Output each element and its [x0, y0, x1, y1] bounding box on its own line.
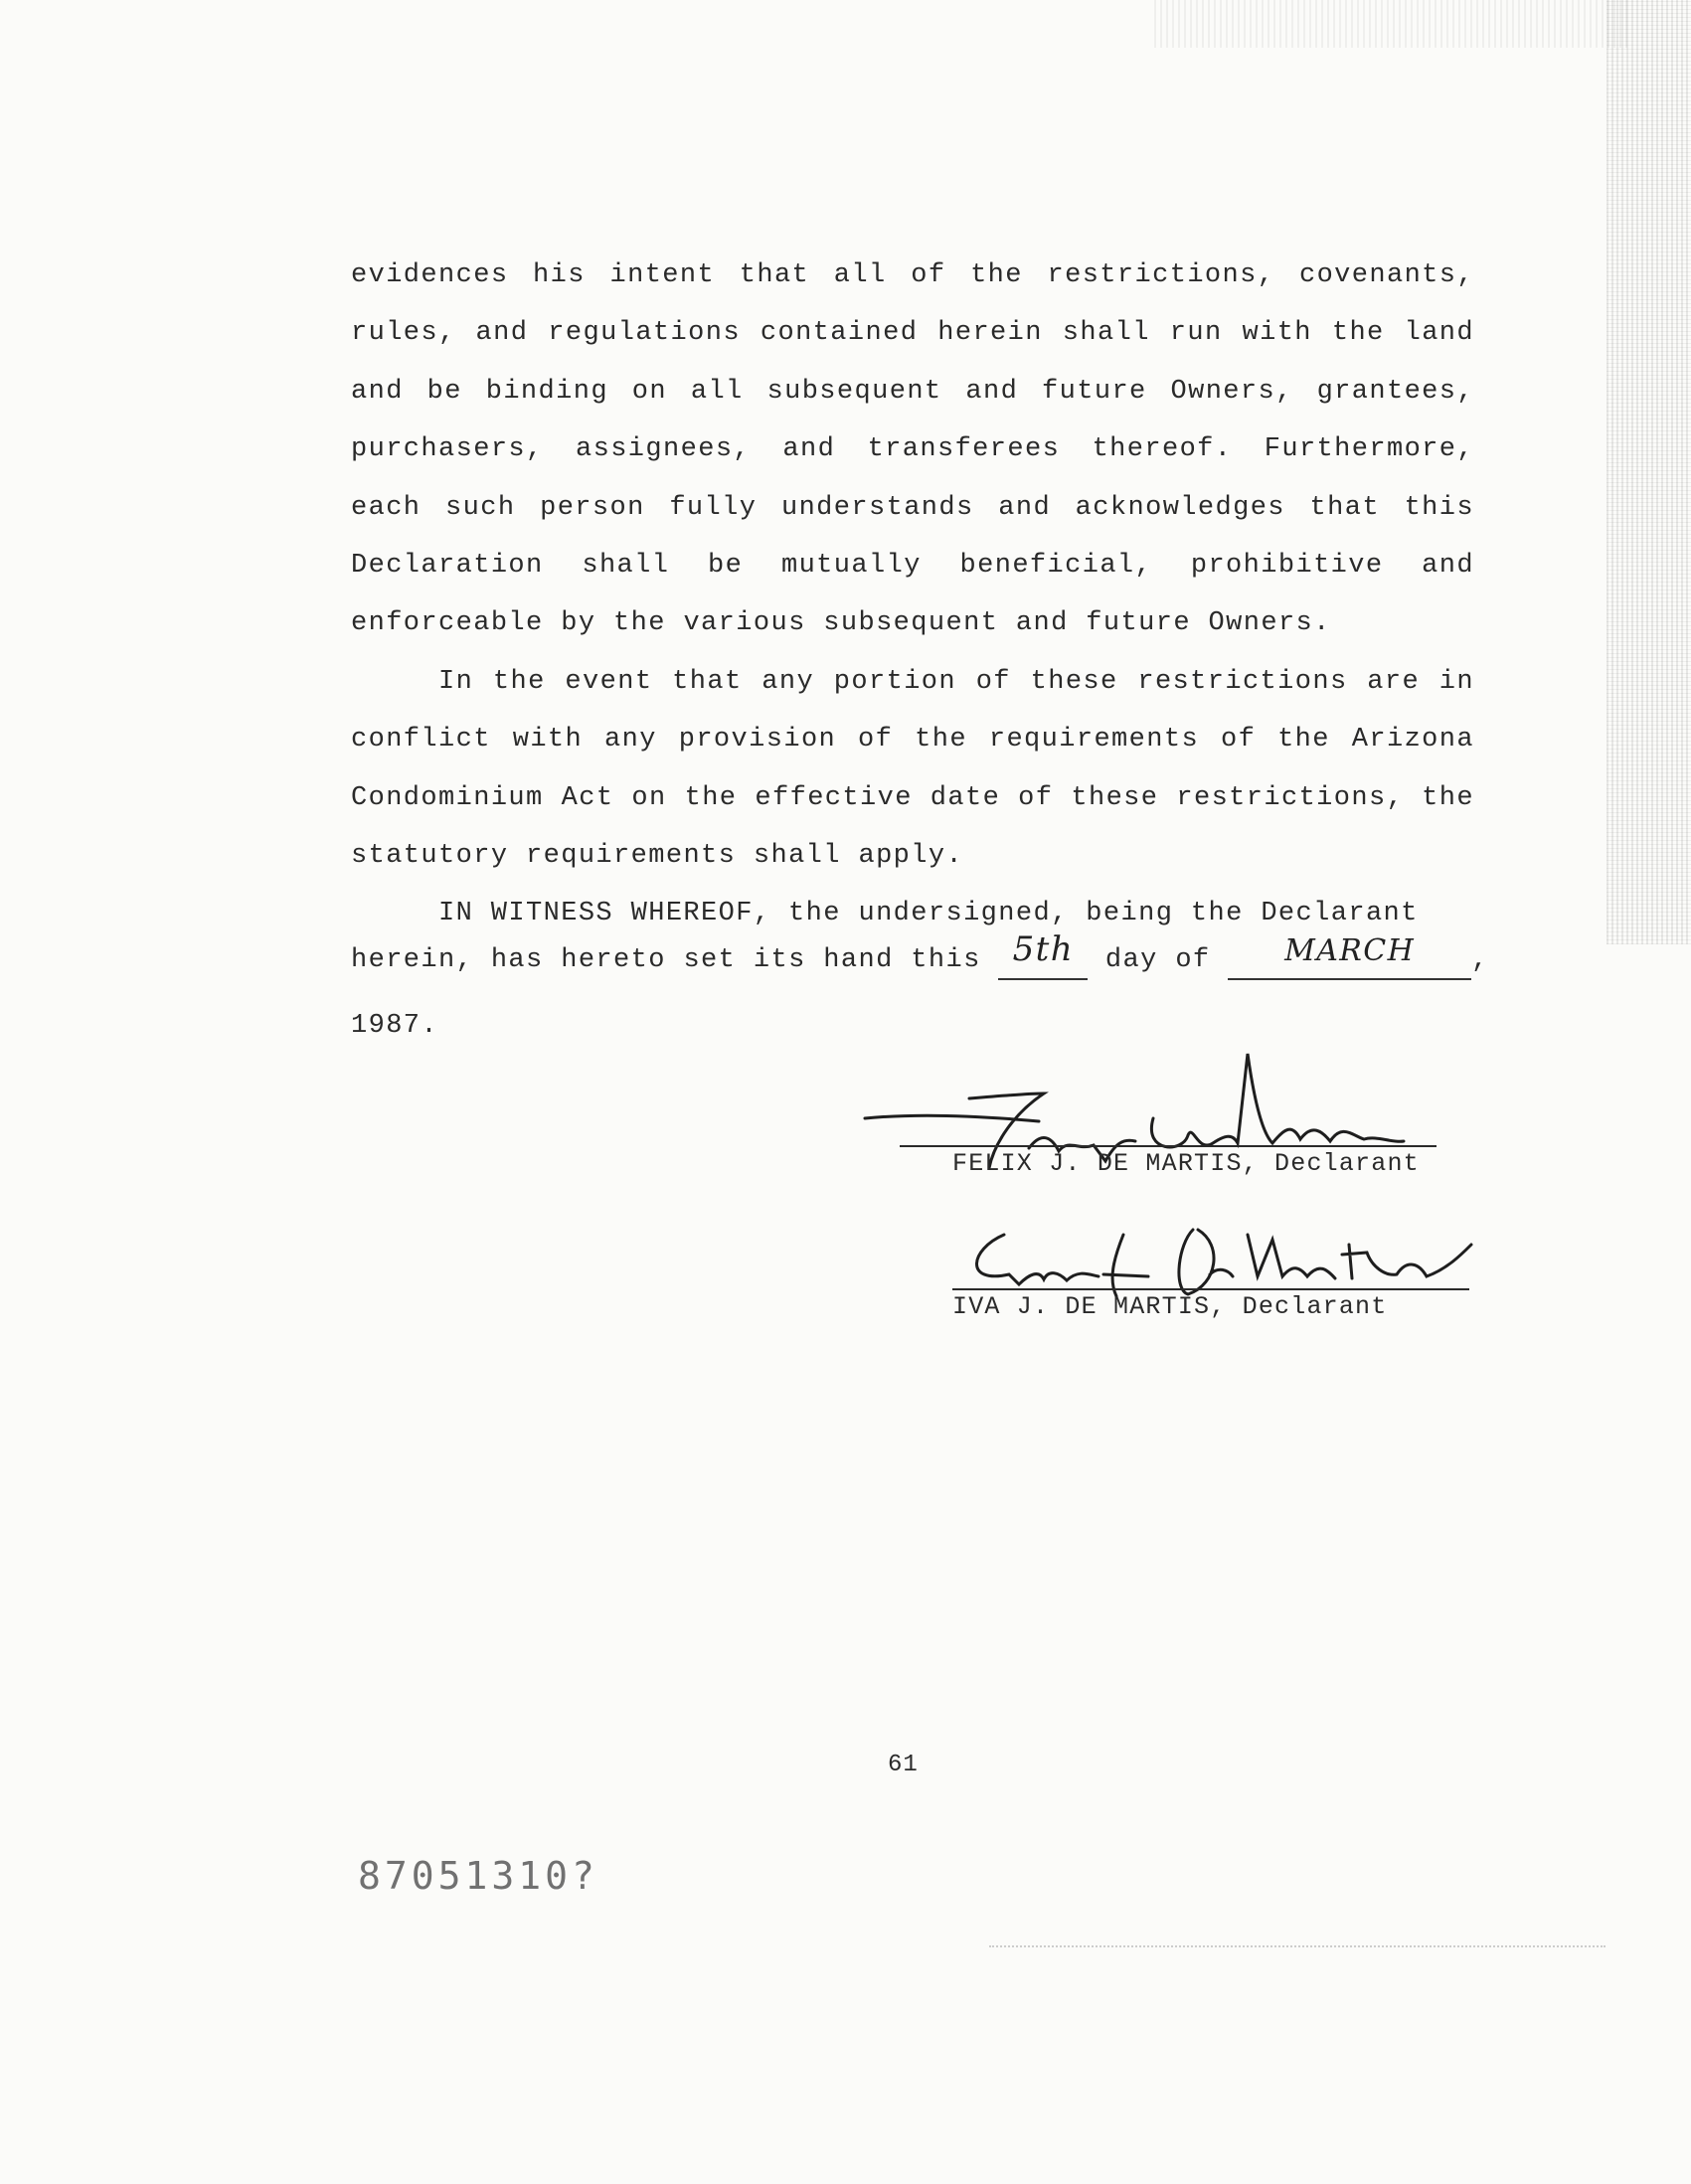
scan-edge-artifact-top — [1154, 0, 1631, 48]
signature-line — [900, 1145, 1437, 1147]
signature-line — [952, 1288, 1469, 1290]
signatory-name-felix: FELIX J. DE MARTIS, Declarant — [952, 1149, 1420, 1178]
handwritten-signature-iva — [949, 1215, 1486, 1304]
witness-clause: IN WITNESS WHEREOF, the undersigned, being the Declarant — [438, 899, 1419, 929]
day-of-text: day of — [1104, 945, 1211, 975]
document-body — [351, 247, 1474, 943]
paragraph-conflict: In the event that any portion of these restrictions are in conflict with any provision of the requirements of the Arizona Condominium Act on the effective date of these restrictions, the statutory requirements shall apply. — [351, 666, 1474, 872]
witness-year: 1987. — [351, 1011, 439, 1041]
month-blank — [1228, 933, 1471, 980]
paragraph-restrictions: evidences his intent that all of the restrictions, covenants, rules, and regulations contained herein shall run with the land and be binding on all subsequent and future Owners, grantees, purchasers, assignees, and transferees thereof. Furthermore, each such person fully understands and acknowledges that this Declaration shall be mutually beneficial, prohibitive and enforceable by the various subsequent and future Owners. — [351, 260, 1474, 639]
document-stamp: 87051310? — [358, 1854, 598, 1898]
page-number: 61 — [888, 1752, 919, 1778]
scan-dotted-artifact — [989, 1945, 1606, 1947]
month-value: MARCH — [1284, 933, 1416, 968]
day-value: 5th — [1012, 929, 1075, 969]
witness-prefix: herein, has hereto set its hand this — [351, 945, 981, 975]
signatory-name-iva: IVA J. DE MARTIS, Declarant — [952, 1292, 1388, 1321]
day-blank — [998, 929, 1088, 980]
scan-edge-artifact — [1606, 0, 1691, 944]
witness-date-line — [351, 929, 1489, 980]
witness-suffix: , — [1471, 945, 1489, 975]
